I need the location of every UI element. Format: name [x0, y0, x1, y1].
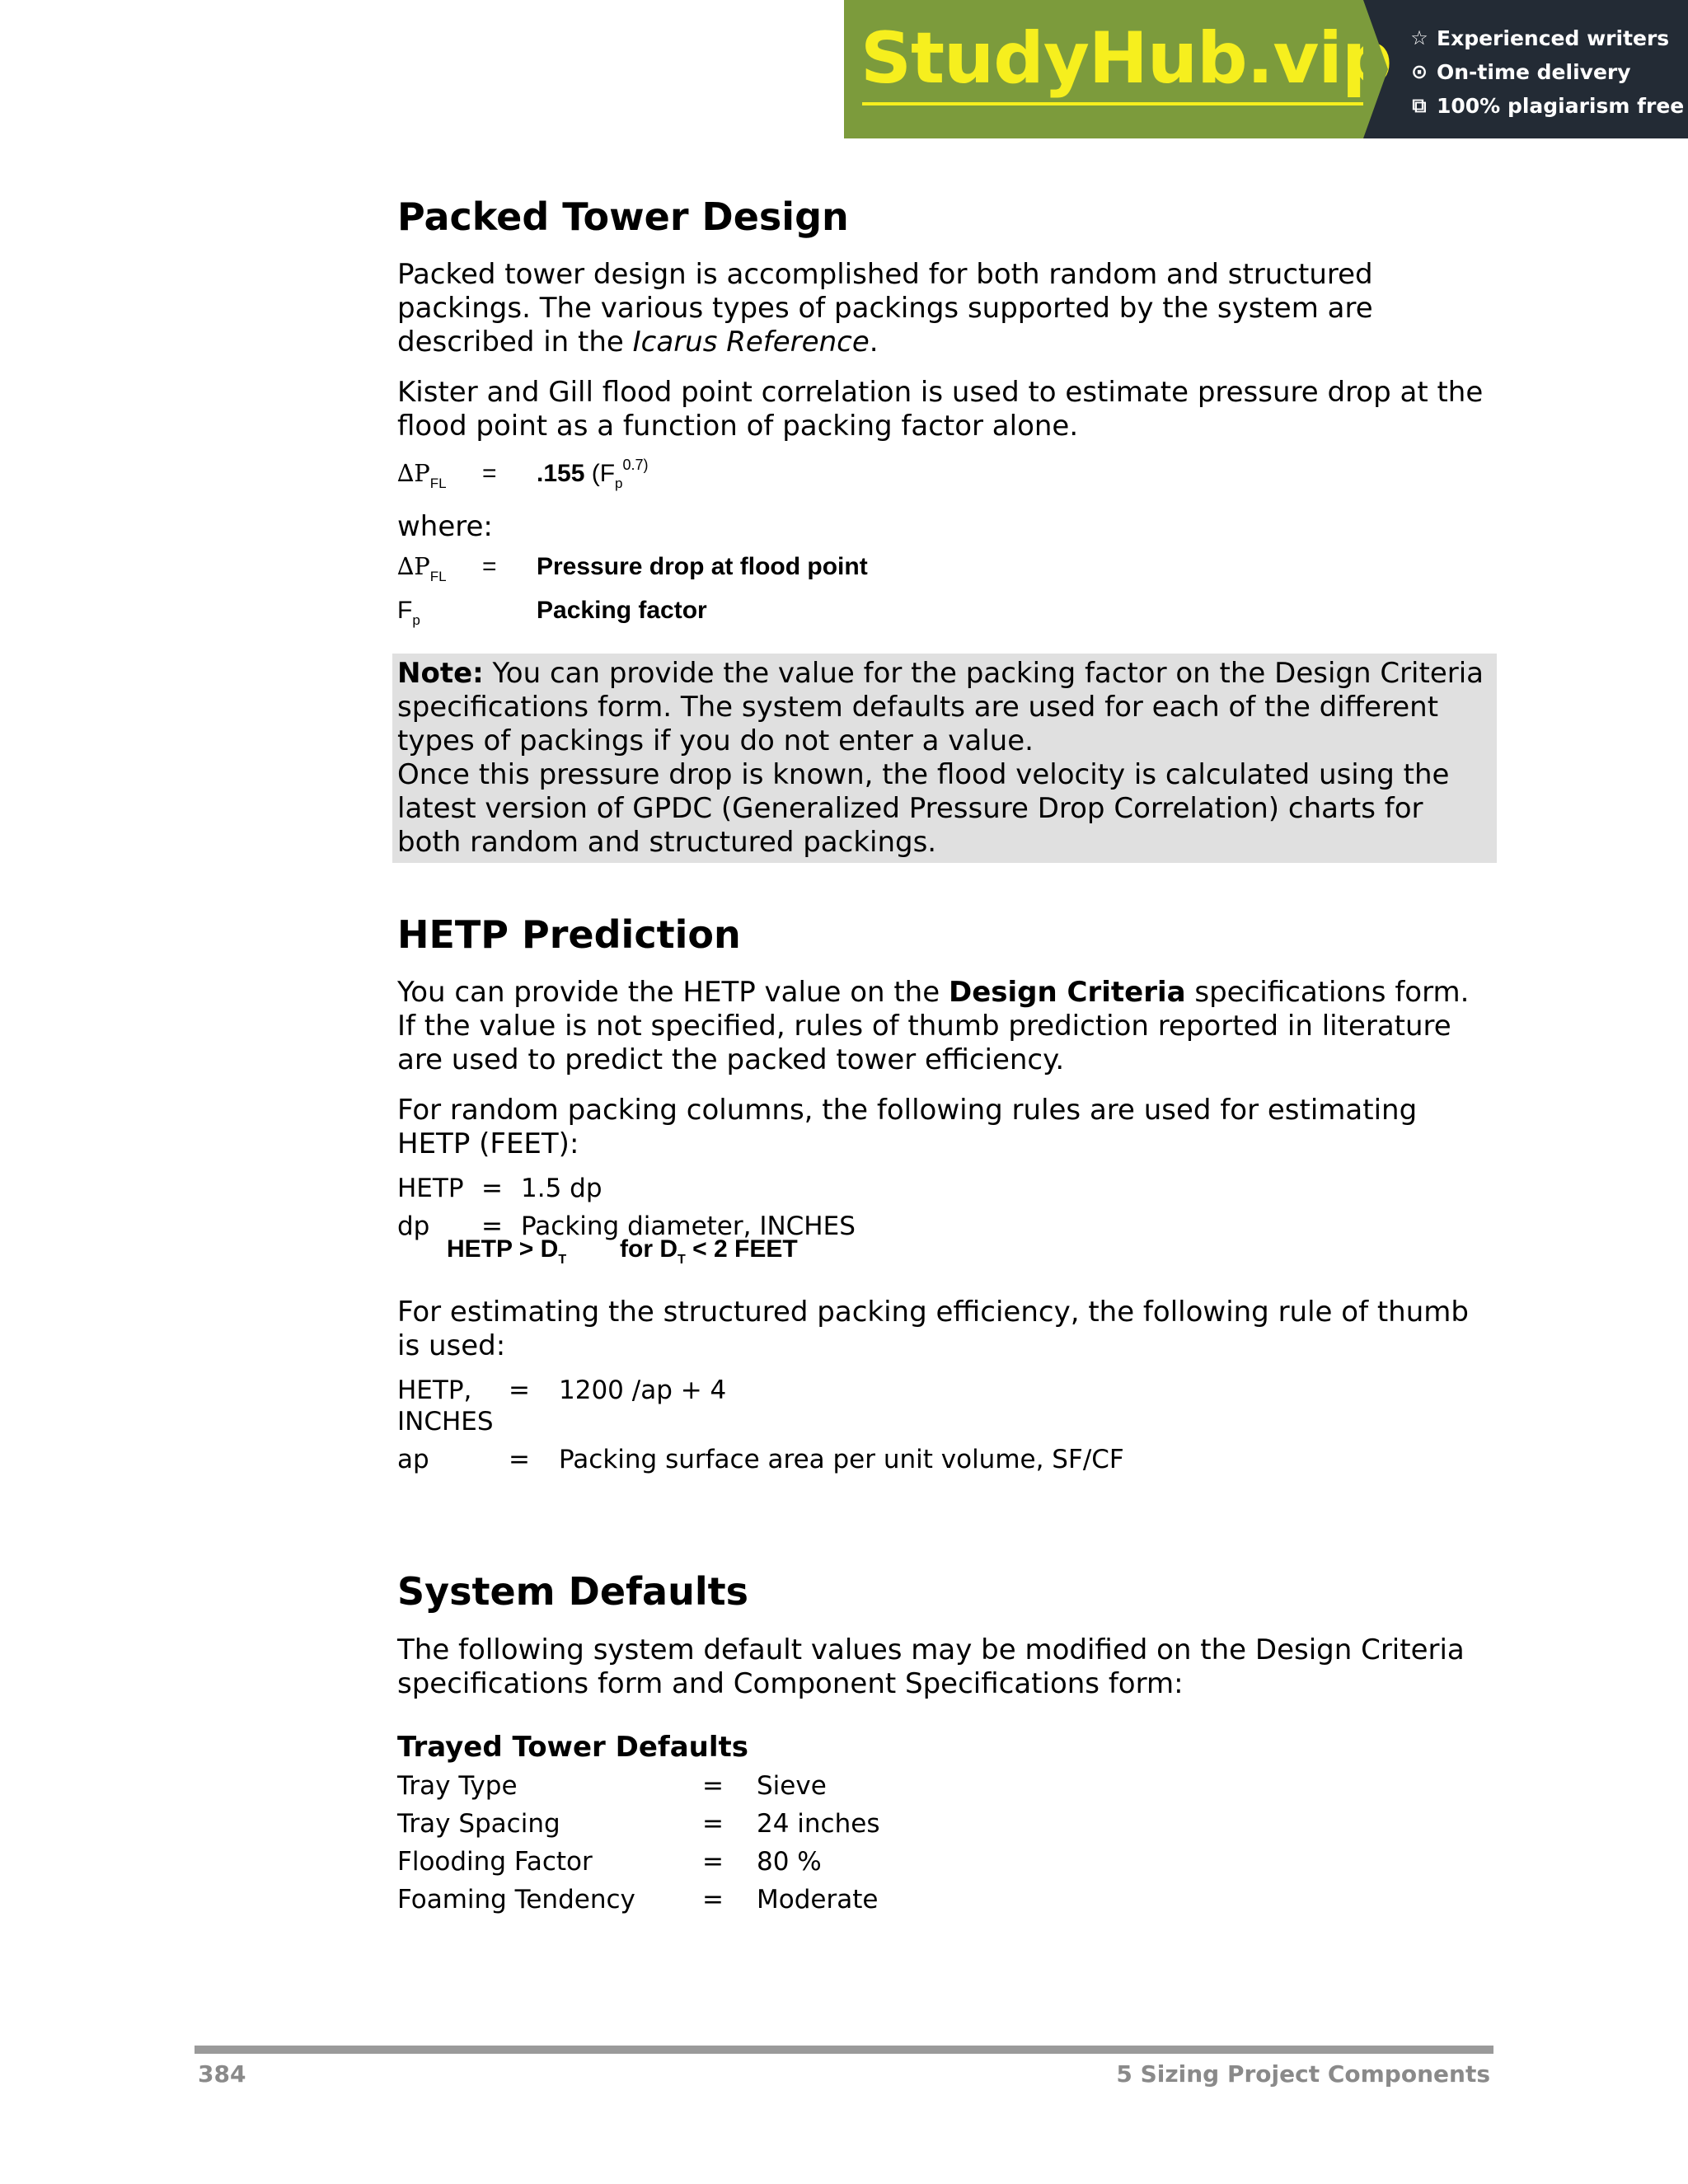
kister-gill-paragraph: Kister and Gill flood point correlation is used to estimate pressure drop at the flood point as a function of packing factor alone. — [397, 376, 1484, 443]
def-lhs: $\Delta P_{FL}$ — [397, 552, 447, 585]
feature-label: Experienced writers — [1437, 26, 1670, 50]
note-text: Once this pressure drop is known, the flood velocity is calculated using the latest version of GPDC (Generalized Pressure Drop Correlation) charts for both random and structured packings. — [397, 758, 1450, 860]
rule-row: ap = Packing surface area per unit volume, SF/CF — [397, 1445, 1124, 1475]
document-body — [397, 194, 1493, 1922]
section-title-packed-tower: Packed Tower Design — [397, 194, 849, 239]
trayed-tower-defaults-title: Trayed Tower Defaults — [397, 1730, 748, 1764]
definition-packing-factor — [397, 597, 1493, 629]
flood-equation — [397, 457, 1493, 492]
feature-item — [1409, 89, 1688, 123]
definition-delta-p — [397, 552, 1493, 585]
rule-row: HETP, INCHES = 1200 /ap + 4 — [397, 1376, 727, 1437]
defaults-row: Tray Spacing = 24 inches — [397, 1808, 880, 1839]
defaults-row: Tray Type = Sieve — [397, 1770, 827, 1801]
feature-label: On-time delivery — [1437, 60, 1631, 84]
hetp-intro-paragraph: You can provide the HETP value on the Design Criteria specifications form. If the value is not specified, rules of thumb prediction reported in literature are used to predict the packed tower efficiency. — [397, 976, 1470, 1077]
structured-packing-rules — [397, 1375, 1493, 1475]
rule-row: HETP = 1.5 dp — [397, 1174, 603, 1204]
defaults-row: Foaming Tendency = Moderate — [397, 1884, 879, 1915]
structured-packing-paragraph: For estimating the structured packing efficiency, the following rule of thumb is used: — [397, 1296, 1469, 1363]
note-label: Note: — [397, 657, 484, 691]
studyhub-banner[interactable] — [844, 0, 1688, 138]
packed-intro-paragraph — [397, 258, 1493, 359]
random-packing-rules — [397, 1173, 1493, 1274]
rule-row: dp = Packing diameter, INCHES — [397, 1212, 856, 1242]
feature-item — [1409, 55, 1688, 89]
studyhub-logo: StudyHub.vip — [860, 17, 1392, 100]
star-icon: ☆ — [1410, 26, 1428, 49]
defaults-table — [397, 1770, 1493, 1915]
defaults-row: Flooding Factor = 80 % — [397, 1846, 822, 1877]
system-defaults-paragraph: The following system default values may be modified on the Design Criteria specifications form and Component Specifications form: — [397, 1633, 1465, 1700]
feature-item — [1409, 21, 1688, 55]
random-packing-paragraph: For random packing columns, the following rules are used for estimating HETP (FEET): — [397, 1094, 1418, 1161]
eq-rhs: .155 (Fp0.7) — [537, 457, 649, 492]
banner-chevron — [1363, 0, 1388, 138]
text-run: . — [869, 326, 879, 359]
rule-row-condition: HETP > $D_T$ for $D_T < 2$ FEET — [447, 1235, 798, 1268]
copy-icon: ⧉ — [1412, 94, 1427, 117]
section-title-hetp: HETP Prediction — [397, 912, 741, 958]
def-sign: = — [482, 553, 497, 581]
def-lhs: $F_p$ — [397, 597, 420, 629]
where-label: where: — [397, 510, 493, 544]
note-text: You can provide the value for the packing factor on the Design Criteria specifications form. The system defaults are used for each of the different types of packings if you do not enter a value. — [397, 657, 1484, 758]
eq-sign: = — [482, 460, 497, 488]
chapter-title: 5 Sizing Project Components — [1116, 2060, 1490, 2088]
section-title-system-defaults: System Defaults — [397, 1569, 748, 1615]
def-text: Packing factor — [537, 597, 707, 625]
design-criteria-term: Design Criteria — [948, 976, 1186, 1010]
note-box — [392, 654, 1497, 863]
brand-panel — [844, 0, 1392, 138]
page-number: 384 — [198, 2060, 246, 2088]
feature-label: 100% plagiarism free — [1437, 94, 1685, 118]
reference-title: Icarus Reference — [632, 326, 870, 359]
clock-icon: ⊙ — [1410, 60, 1428, 83]
def-text: Pressure drop at flood point — [537, 553, 868, 581]
logo-underline — [862, 102, 1365, 105]
text-run: Packed tower design is accomplished for both random and structured packings. The various types of packings supported by the system are described in the — [397, 258, 1373, 359]
footer-divider — [195, 2046, 1493, 2054]
eq-lhs: $\Delta P_{FL}$ — [397, 459, 447, 492]
feature-list — [1363, 0, 1688, 138]
